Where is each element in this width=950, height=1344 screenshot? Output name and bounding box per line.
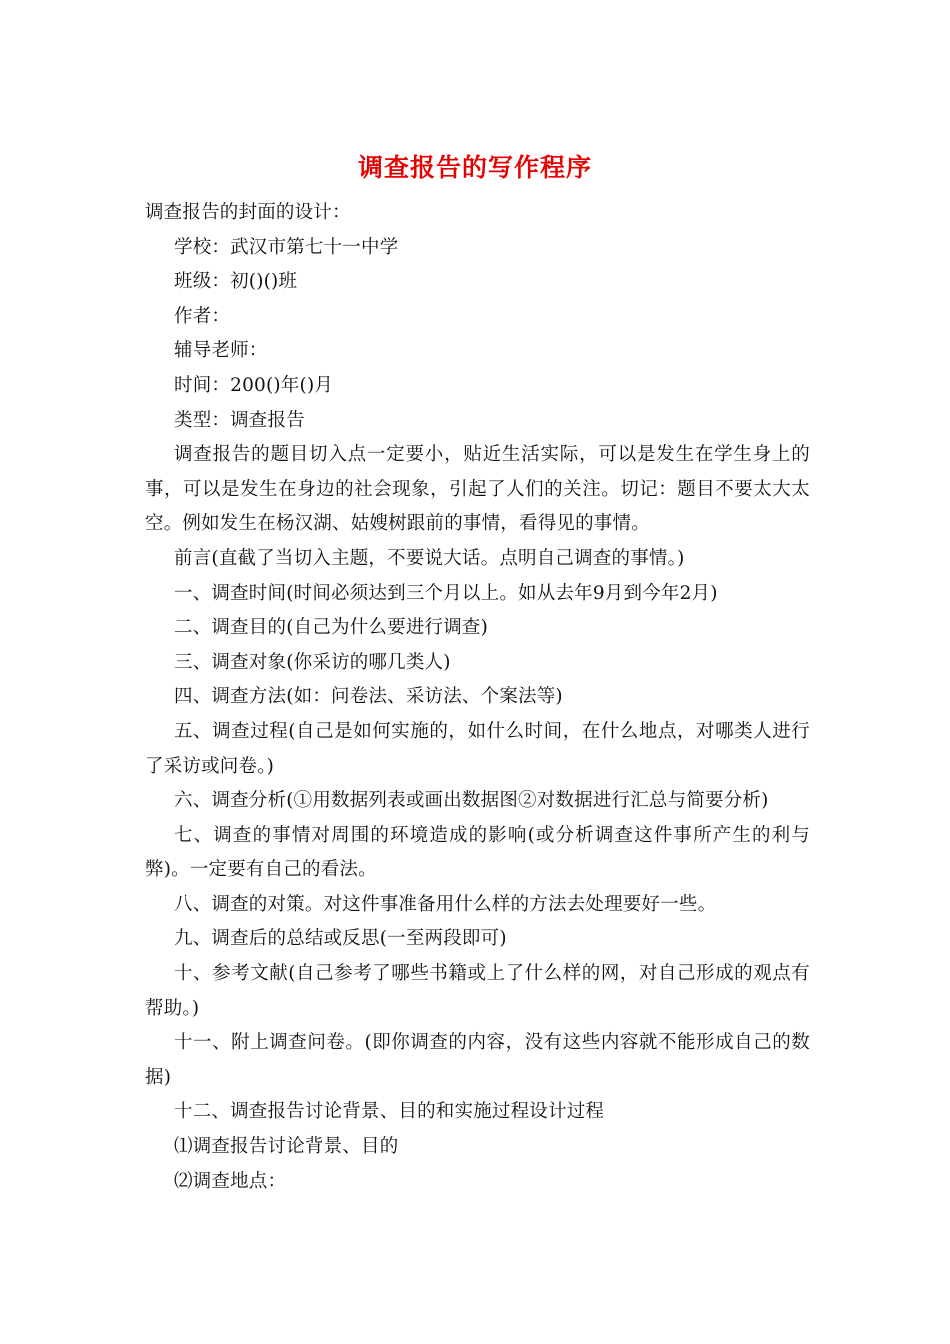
- paragraph: 学校：武汉市第七十一中学: [174, 236, 399, 258]
- paragraph: 十二、调查报告讨论背景、目的和实施过程设计过程: [174, 1101, 605, 1123]
- paragraph: 五、调查过程(自己是如何实施的，如什么时间，在什么地点，对哪类人进行了采访或问卷。): [145, 720, 810, 777]
- paragraph: 一、调查时间(时间必须达到三个月以上。如从去年9月到今年2月): [174, 582, 718, 604]
- paragraph: 辅导老师：: [174, 340, 268, 362]
- paragraph: 七、调查的事情对周围的环境造成的影响(或分析调查这件事所产生的利与弊)。一定要有自己的看法。: [145, 824, 810, 881]
- paragraph: 十、参考文献(自己参考了哪些书籍或上了什么样的网，对自己形成的观点有帮助。): [145, 963, 810, 1019]
- paragraph: ⑵调查地点：: [174, 1170, 287, 1192]
- paragraph: 班级：初()()班: [174, 271, 298, 293]
- paragraph: 六、调查分析(①用数据列表或画出数据图②对数据进行汇总与简要分析): [174, 790, 769, 812]
- paragraph: 九、调查后的总结或反思(一至两段即可): [174, 928, 507, 950]
- paragraph: 调查报告的封面的设计：: [145, 202, 351, 223]
- document-title: 调查报告的写作程序: [357, 153, 592, 182]
- document-body: [145, 196, 810, 1199]
- paragraph: 二、调查目的(自己为什么要进行调查): [174, 617, 489, 639]
- paragraph: 时间：200()年()月: [174, 374, 334, 396]
- paragraph: 作者：: [174, 305, 231, 327]
- paragraph: 十一、附上调查问卷。(即你调查的内容，没有这些内容就不能形成自己的数据): [145, 1032, 810, 1088]
- paragraph: 调查报告的题目切入点一定要小，贴近生活实际，可以是发生在学生身上的事，可以是发生在身边的社会现象，引起了人们的关注。切记：题目不要太大太空。例如发生在杨汉湖、姑嫂树跟前的事情，看得见的事情。: [145, 444, 810, 535]
- paragraph: 八、调查的对策。对这件事准备用什么样的方法去处理要好一些。: [174, 893, 717, 915]
- paragraph: 前言(直截了当切入主题，不要说大话。点明自己调查的事情。): [174, 547, 685, 569]
- paragraph: 三、调查对象(你采访的哪几类人): [174, 651, 451, 673]
- paragraph: 类型：调查报告: [174, 409, 305, 431]
- paragraph: ⑴调查报告讨论背景、目的: [174, 1136, 399, 1158]
- paragraph: 四、调查方法(如：问卷法、采访法、个案法等): [174, 686, 563, 708]
